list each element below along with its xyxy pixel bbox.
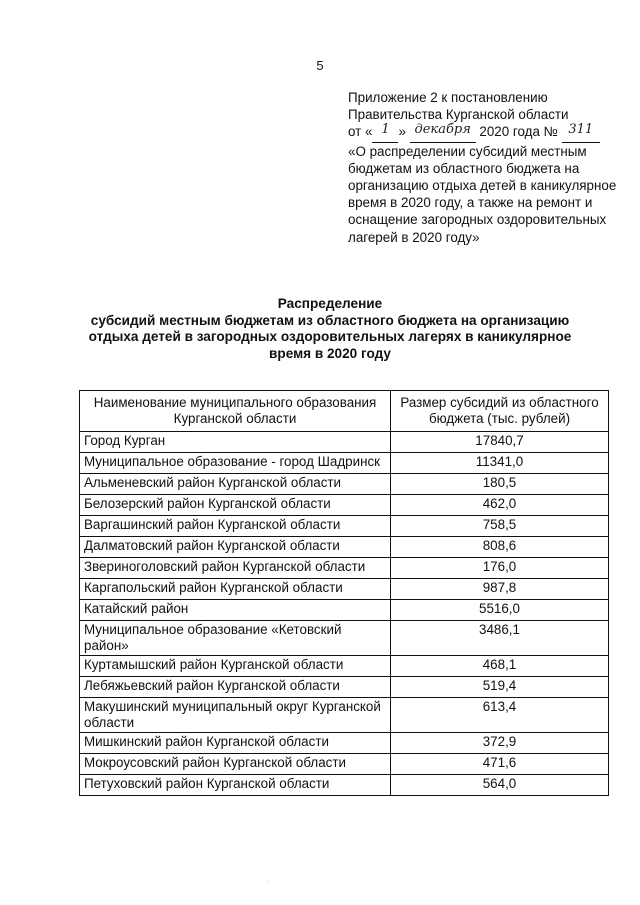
appendix-line-2: Правительства Курганской области [348, 107, 569, 123]
municipality-name-cell: Катайский район [80, 600, 391, 621]
subsidy-value-cell: 564,0 [391, 775, 609, 796]
subsidy-value-cell: 758,5 [391, 516, 609, 537]
decree-number-handwritten: 311 [568, 122, 594, 138]
subsidy-value-cell: 519,4 [391, 677, 609, 698]
appendix-date-line [348, 123, 618, 142]
table-header-row [80, 391, 609, 432]
title-line-3: отдыха детей в загородных оздоровительных лагерях в каникулярное [88, 329, 572, 345]
header-subsidy-amount: Размер субсидий из областного бюджета (тыс. рублей) [391, 391, 609, 432]
subsidy-table [79, 390, 609, 796]
subsidy-value-cell: 471,6 [391, 754, 609, 775]
municipality-name-cell: Варгашинский район Курганской области [80, 516, 391, 537]
municipality-name-cell: Макушинский муниципальный округ Курганской области [80, 698, 391, 733]
municipality-name-cell: Каргапольский район Курганской области [80, 579, 391, 600]
municipality-name-cell: Мокроусовский район Курганской области [80, 754, 391, 775]
municipality-name-cell: Далматовский район Курганской области [80, 537, 391, 558]
appendix-description: «О распределении субсидий местным бюджетам из областного бюджета на организацию отдыха детей в каникулярное время в 2020 году, а также на ремонт и оснащение загородных оздоровительных лагерей в 2020 году» [348, 143, 617, 245]
table-row [80, 432, 609, 453]
table-row [80, 516, 609, 537]
municipality-name-cell: Город Курган [80, 432, 391, 453]
subsidy-value-cell: 372,9 [391, 733, 609, 754]
page-number: 5 [316, 58, 324, 73]
municipality-name-cell: Петуховский район Курганской области [80, 775, 391, 796]
table-row [80, 656, 609, 677]
municipality-name-cell: Муниципальное образование «Кетовский район» [80, 621, 391, 656]
table-row [80, 453, 609, 474]
municipality-name-cell: Муниципальное образование - город Шадринск [80, 453, 391, 474]
table-body [80, 432, 609, 796]
table-row [80, 775, 609, 796]
subsidy-value-cell: 808,6 [391, 537, 609, 558]
table-row [80, 698, 609, 733]
municipality-name-cell: Альменевский район Курганской области [80, 474, 391, 495]
header-municipality: Наименование муниципального образования Курганской области [80, 391, 391, 432]
date-month-handwritten: декабря [414, 122, 471, 138]
subsidy-value-cell: 3486,1 [391, 621, 609, 656]
date-prefix: от « [348, 124, 373, 140]
date-year: 2020 года № [479, 124, 558, 140]
table-row [80, 733, 609, 754]
title-line-4: время в 2020 году [269, 345, 391, 361]
date-day-field [372, 123, 398, 142]
municipality-name-cell: Мишкинский район Курганской области [80, 733, 391, 754]
municipality-name-cell: Куртамышский район Курганской области [80, 656, 391, 677]
date-mid: » [398, 124, 406, 140]
footer-mark: . [268, 878, 270, 884]
subsidy-value-cell: 987,8 [391, 579, 609, 600]
subsidy-value-cell: 462,0 [391, 495, 609, 516]
title-line-1: Распределение [277, 296, 383, 311]
appendix-line-1: Приложение 2 к постановлению [348, 90, 548, 105]
table-row [80, 474, 609, 495]
table-row [80, 579, 609, 600]
municipality-name-cell: Звериноголовский район Курганской области [80, 558, 391, 579]
subsidy-value-cell: 17840,7 [391, 432, 609, 453]
decree-number-field [562, 123, 600, 142]
subsidy-value-cell: 613,4 [391, 698, 609, 733]
title-line-2: субсидий местным бюджетам из областного бюджета на организацию [90, 312, 570, 328]
subsidy-value-cell: 468,1 [391, 656, 609, 677]
table-row [80, 754, 609, 775]
appendix-header [348, 89, 618, 246]
document-title [60, 296, 600, 362]
subsidy-value-cell: 180,5 [391, 474, 609, 495]
municipality-name-cell: Белозерский район Курганской области [80, 495, 391, 516]
municipality-name-cell: Лебяжьевский район Курганской области [80, 677, 391, 698]
table-row [80, 495, 609, 516]
table-row [80, 558, 609, 579]
date-day-handwritten: 1 [381, 122, 390, 138]
table-row [80, 677, 609, 698]
table-row [80, 600, 609, 621]
table-row [80, 621, 609, 656]
table-row [80, 537, 609, 558]
subsidy-value-cell: 176,0 [391, 558, 609, 579]
subsidy-value-cell: 5516,0 [391, 600, 609, 621]
date-month-field [410, 123, 476, 142]
subsidy-value-cell: 11341,0 [391, 453, 609, 474]
